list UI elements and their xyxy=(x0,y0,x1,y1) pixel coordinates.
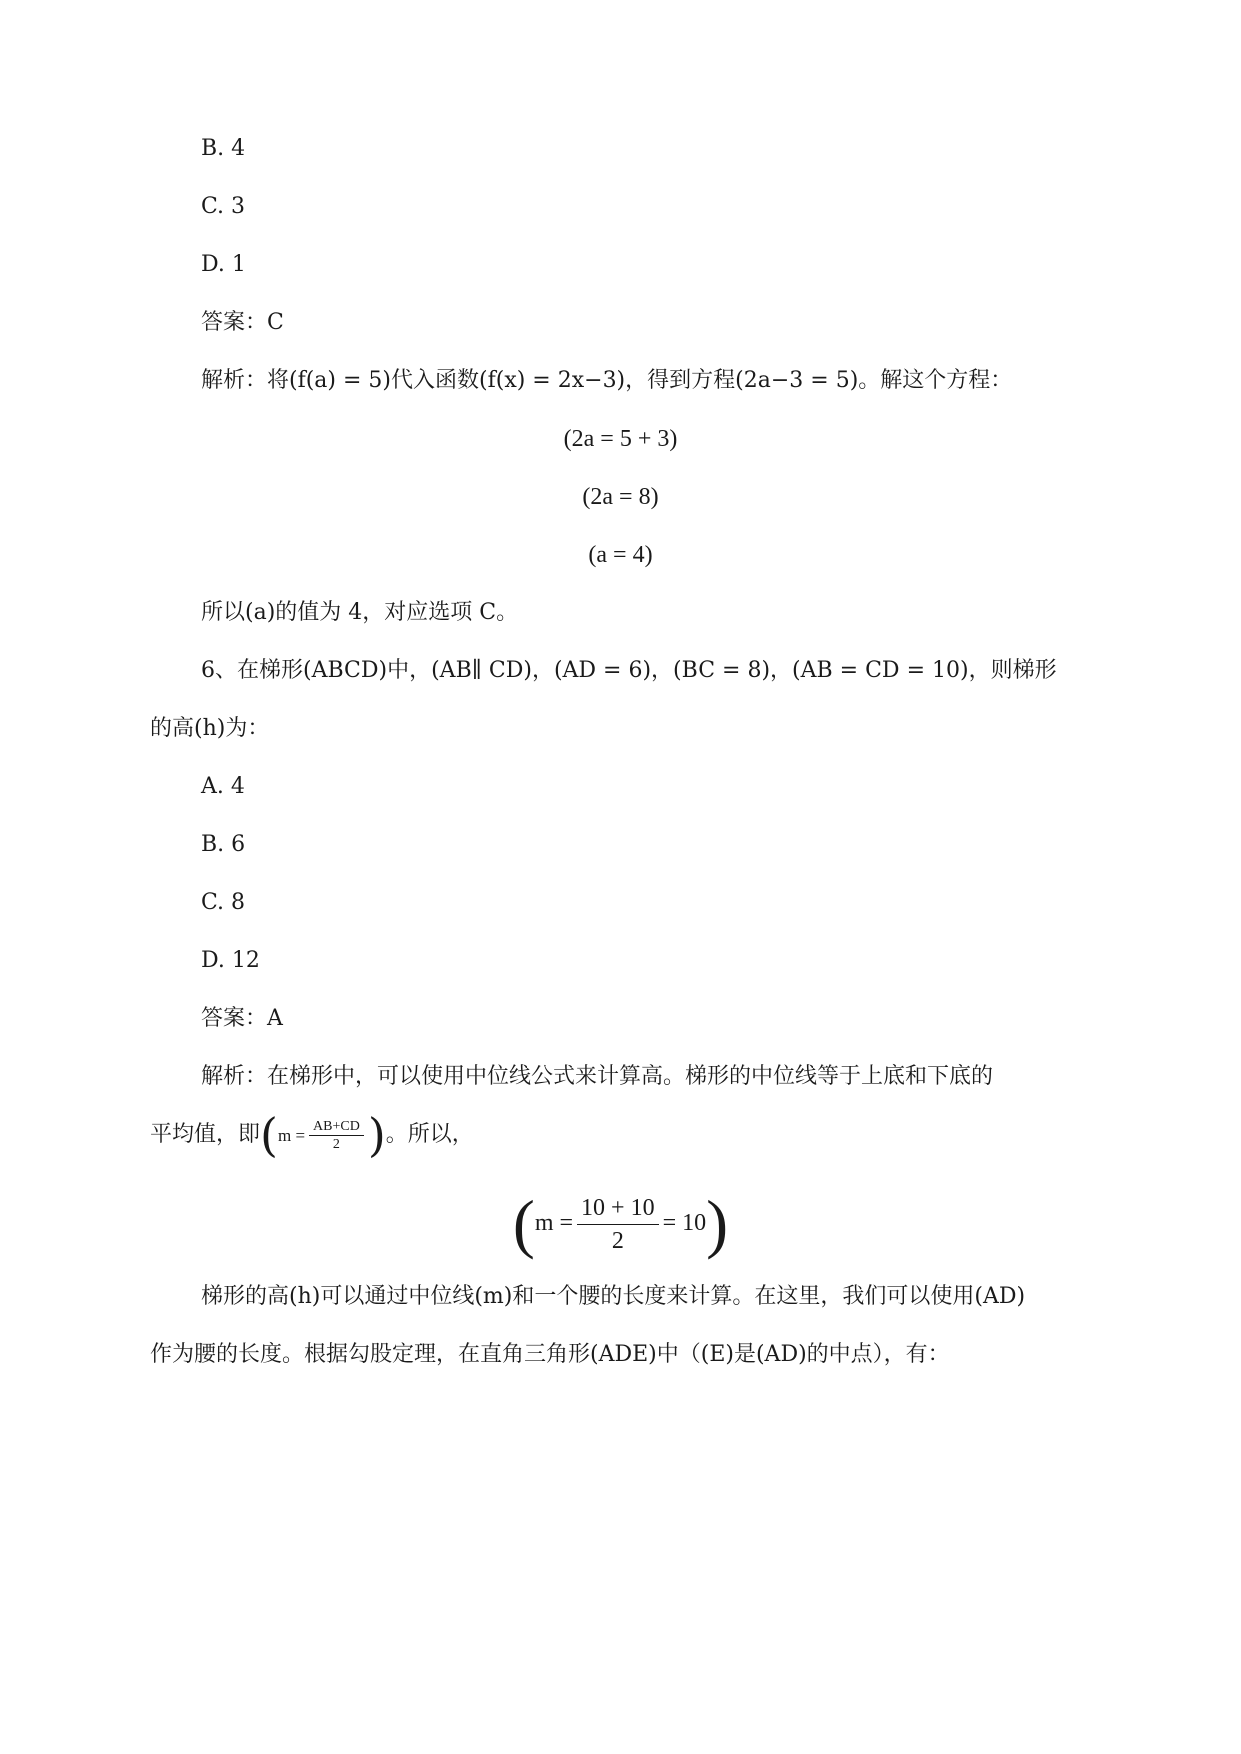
q6-analysis-line-2 xyxy=(150,1110,1090,1160)
q5-answer: 答案：C xyxy=(201,310,284,335)
q6-analysis-line-4: 作为腰的长度。根据勾股定理，在直角三角形(ADE)中（(E)是(AD)的中点），有： xyxy=(150,1342,950,1367)
q5-conclusion: 所以(a)的值为 4，对应选项 C。 xyxy=(201,600,519,625)
q6-analysis-line-1: 解析：在梯形中，可以使用中位线公式来计算高。梯形的中位线等于上底和下底的 xyxy=(201,1064,994,1089)
display-formula-rhs: = 10 xyxy=(662,1210,707,1236)
display-fraction xyxy=(577,1192,659,1257)
q5-option-b: B. 4 xyxy=(201,136,246,161)
q6-stem-line-1: 6、在梯形(ABCD)中，(AB∥ CD)，(AD = 6)，(BC = 8)，(AB = CD = 10)，则梯形 xyxy=(201,658,1057,683)
q5-step-2: (2a = 8) xyxy=(582,484,659,510)
q6-option-c: C. 8 xyxy=(201,890,246,915)
q6-analysis-line-3: 梯形的高(h)可以通过中位线(m)和一个腰的长度来计算。在这里，我们可以使用(AD) xyxy=(201,1284,1026,1309)
q6-option-a: A. 4 xyxy=(201,774,245,799)
display-open-paren: ( xyxy=(512,1187,535,1261)
display-fraction-numerator: 10 + 10 xyxy=(577,1192,659,1225)
display-fraction-denominator: 2 xyxy=(611,1227,624,1254)
q5-option-d: D. 1 xyxy=(201,252,246,277)
q6-option-d: D. 12 xyxy=(201,948,260,973)
display-formula xyxy=(0,1180,1241,1266)
display-close-paren: ) xyxy=(706,1187,729,1261)
inline-fraction-denominator: 2 xyxy=(332,1136,340,1152)
inline-fraction xyxy=(309,1118,364,1153)
inline-fraction-numerator: AB+CD xyxy=(309,1118,364,1136)
q5-step-3: (a = 4) xyxy=(588,542,653,568)
display-formula-lhs: m = xyxy=(534,1210,574,1236)
open-paren: ( xyxy=(260,1108,278,1162)
q5-step-1: (2a = 5 + 3) xyxy=(563,426,678,452)
analysis-suffix: 。所以， xyxy=(385,1122,474,1147)
q6-option-b: B. 6 xyxy=(201,832,246,857)
q5-option-c: C. 3 xyxy=(201,194,246,219)
q5-analysis-intro: 解析：将(f(a) = 5)代入函数(f(x) = 2x−3)，得到方程(2a−3 = 5)。解这个方程： xyxy=(201,368,1013,393)
close-paren: ) xyxy=(367,1108,386,1162)
inline-formula-lhs: m = xyxy=(277,1126,306,1145)
q6-answer: 答案：A xyxy=(201,1006,283,1031)
q6-stem-line-2: 的高(h)为： xyxy=(150,716,270,741)
analysis-prefix: 平均值，即 xyxy=(150,1122,261,1147)
